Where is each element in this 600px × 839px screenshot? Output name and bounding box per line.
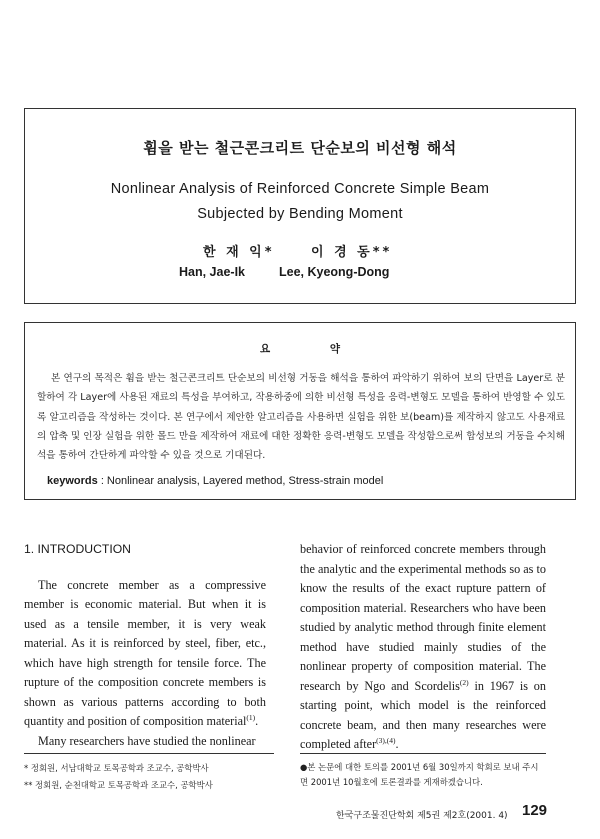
footnote-rule-right xyxy=(300,753,546,754)
keywords-line xyxy=(47,475,383,487)
citation-3-4: (3),(4) xyxy=(376,735,396,745)
author-1-english: Han, Jae-Ik xyxy=(179,265,246,279)
author-2-english: Lee, Kyeong-Dong xyxy=(279,265,390,279)
footnote-author-1: * 정회원, 서남대학교 토목공학과 조교수, 공학박사 xyxy=(24,763,209,773)
right-column xyxy=(300,540,546,755)
journal-footer: 한국구조물진단학회 제5권 제2호(2001. 4) xyxy=(336,811,508,821)
left-paragraph-2: Many researchers have studied the nonlinear xyxy=(38,733,256,748)
footnote-rule-left xyxy=(24,753,274,754)
author-2-korean: 이 경 동** xyxy=(311,245,393,260)
title-english xyxy=(25,177,575,227)
citation-1: (1) xyxy=(246,712,256,722)
left-paragraph-1: The concrete member as a compressive member is economic material. But when it is used as a tensile member, it is very weak material. As it is reinforced by steel, fiber, etc., which have high strength for tensile force. The rupture of the composition concrete members is shown as various patterns according to both quantity and position of composition material$^{(1)}$. xyxy=(24,577,266,728)
section-heading: 1. INTRODUCTION xyxy=(24,542,131,556)
keywords-label: keywords xyxy=(47,475,98,487)
title-box xyxy=(24,108,576,304)
abstract-heading: 요 약 xyxy=(260,343,368,355)
title-english-line-1: Nonlinear Analysis of Reinforced Concrete Simple Beam xyxy=(110,181,490,197)
title-korean: 휨을 받는 철근콘크리트 단순보의 비선형 해석 xyxy=(143,139,457,157)
footnotes-left xyxy=(24,760,274,794)
page-number: 129 xyxy=(522,802,548,819)
left-column xyxy=(24,540,266,751)
citation-2: (2) xyxy=(459,677,469,687)
abstract-body: 본 연구의 목적은 휨을 받는 철근콘크리트 단순보의 비선형 거동을 해석을 통하여 파악하기 위하여 보의 단면을 Layer로 분할하여 각 Layer에 사용된 재료의 특성을 부여하고, 작용하중에 의한 비선형 특성을 응력-변형도 모델을 통하여 반영할 수 있도록 알고리즘을 작성하는 것이다. 본 연구에서 제안한 알고리즘을 사용하면 실험을 위한 보(beam)를 제작하지 않고도 사용재료의 압축 및 인장 실험을 위한 몰드 만을 제작하여 재료에 대한 정확한 응력-변형도 모델을 작성함으로써 합성보의 거동을 수치해석을 통하여 간단하게 파악할 수 있을 것으로 기대된다. xyxy=(37,373,565,462)
author-1-korean: 한 재 익* xyxy=(203,245,275,260)
abstract-box xyxy=(24,322,576,500)
title-english-line-2: Subjected by Bending Moment xyxy=(197,206,403,222)
keywords-text: : Nonlinear analysis, Layered method, Stress-strain model xyxy=(100,475,384,487)
footnote-discussion: ●본 논문에 대한 토의를 2001년 6월 30일까지 학회로 보내 주시면 2001년 10월호에 토론결과를 게재하겠습니다. xyxy=(300,762,539,787)
right-paragraph-1: behavior of reinforced concrete members through the analytic and the experimental methods so as to know the results of the exact rupture pattern of composition material. Researchers who have been studied by analytic method through finite element method have studied mainly studies of the nonlinear property of composition material. The research by Ngo and Scordelis$^{(2)}$ in 1967 is on starting point, which model is the reinforced concrete beam, and then many researches were completed after$^{(3),(4)}$. xyxy=(300,542,546,751)
footnote-author-2: ** 정회원, 순천대학교 토목공학과 조교수, 공학박사 xyxy=(24,780,213,790)
